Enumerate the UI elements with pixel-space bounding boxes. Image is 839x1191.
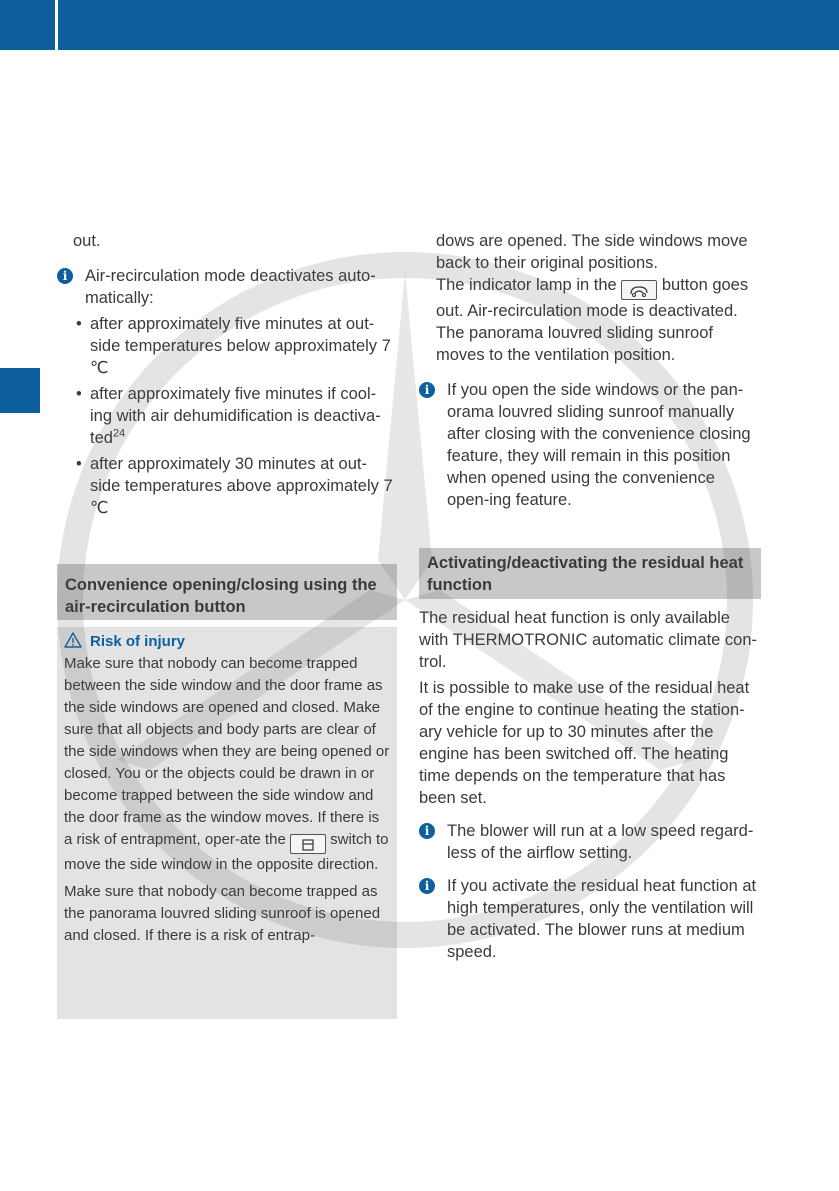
continued-text: out.: [73, 232, 101, 250]
section-heading-convenience: Convenience opening/closing using the air-recirculation button: [57, 564, 397, 620]
left-column: [57, 230, 397, 519]
info-icon: i: [57, 268, 73, 284]
info-text: Air-recirculation mode deactivates auto-matically:: [85, 267, 376, 307]
bullet-list: [57, 313, 397, 519]
info-note-manual: i If you open the side windows or the pan-orama louvred sliding sunroof manually after closing with the convenience closing feature, they will remain in this position when opened using the convenience open-ing feature.: [419, 379, 761, 511]
warning-paragraph: Make sure that nobody can become trapped as the panorama louvred sliding sunroof is opened and closed. If there is a risk of entrap-: [64, 883, 381, 944]
warning-title: Risk of injury: [64, 631, 391, 653]
info-note-blower: i The blower will run at a low speed regard-less of the airflow setting.: [419, 820, 761, 864]
header-bar-left: [0, 0, 55, 50]
paragraph: It is possible to make use of the residual heat of the engine to continue heating the station-ary vehicle for up to 30 minutes after the engine has been switched off. The heating time depends on the temperature that has been set.: [419, 679, 750, 807]
list-item: • after approximately five minutes at out-side temperatures below approximately 7 ℃: [74, 313, 397, 379]
warning-paragraph: Make sure that nobody can become trapped between the side window and the door frame as the side windows are opened and closed. Make sure that all objects and body parts are clear of the side windows when they are being opened or closed. You or the objects could be drawn in or become trapped between the side window and the door frame as the window moves. If there is a risk of entrapment, oper-ate the switch to move the side window in the opposite direction.: [64, 655, 390, 873]
header-bar: [58, 0, 839, 50]
info-icon: i: [419, 878, 435, 894]
paragraph: The indicator lamp in the button goes out. Air-recirculation mode is deactivated.: [436, 276, 749, 320]
right-column: [419, 230, 761, 511]
list-item: • after approximately five minutes if cool-ing with air dehumidification is deactiva-ted$^{24}$: [74, 383, 397, 449]
paragraph: The panorama louvred sliding sunroof moves to the ventilation position.: [436, 324, 713, 364]
warning-box: [57, 627, 397, 1019]
list-item: • after approximately 30 minutes at out-side temperatures above approximately 7 ℃: [74, 453, 397, 519]
chapter-tab: [0, 368, 40, 413]
section-heading-residual-heat: Activating/deactivating the residual heat function: [419, 548, 761, 599]
right-column-lower: [419, 607, 761, 963]
info-note-recirculation: [57, 265, 397, 309]
continued-text: dows are opened. The side windows move back to their original positions.: [436, 232, 748, 272]
footnote-ref: 24: [112, 427, 126, 440]
warning-triangle-icon: [64, 632, 82, 648]
info-note-high-temp: i If you activate the residual heat function at high temperatures, only the ventilation will be activated. The blower runs at medium speed.: [419, 875, 761, 963]
info-icon: i: [419, 823, 435, 839]
air-recirculation-icon: [621, 280, 657, 300]
window-switch-icon: [290, 834, 326, 854]
info-icon: i: [419, 382, 435, 398]
paragraph: The residual heat function is only available with THERMOTRONIC automatic climate con-trol.: [419, 609, 758, 671]
